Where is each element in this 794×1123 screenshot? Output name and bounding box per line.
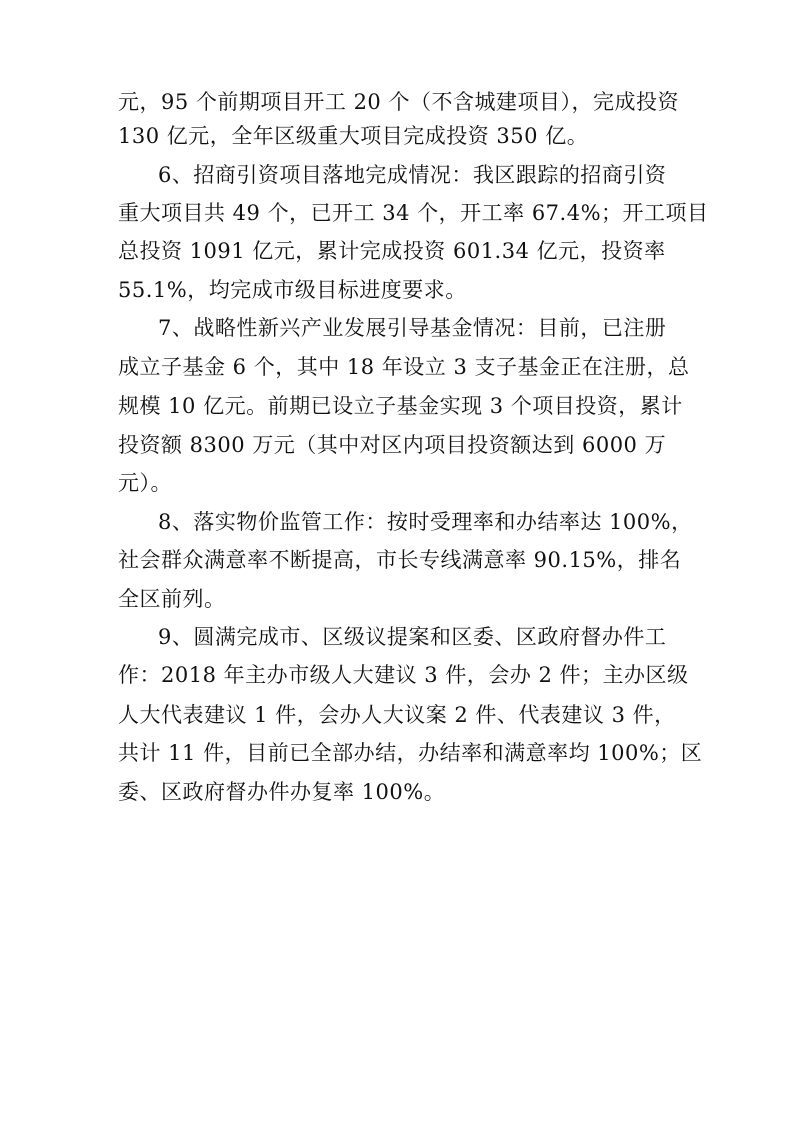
text-line: 投资额 8300 万元（其中对区内项目投资额达到 6000 万 bbox=[118, 433, 667, 457]
text-line: 社会群众满意率不断提高，市长专线满意率 90.15%，排名 bbox=[118, 548, 682, 572]
text-line: 元）。 bbox=[118, 471, 172, 495]
item-9-heading-line: 9、圆满完成市、区级议提案和区委、区政府督办件工 bbox=[158, 625, 667, 649]
text-line: 全区前列。 bbox=[118, 587, 226, 611]
item-8-heading-line: 8、落实物价监管工作：按时受理率和办结率达 100%， bbox=[158, 510, 693, 534]
text-line: 55.1%，均完成市级目标进度要求。 bbox=[118, 278, 467, 302]
text-line: 成立子基金 6 个，其中 18 年设立 3 支子基金正在注册，总 bbox=[118, 355, 690, 379]
text-line: 元，95 个前期项目开工 20 个（不含城建项目），完成投资 bbox=[118, 90, 679, 114]
text-line: 作：2018 年主办市级人大建议 3 件，会办 2 件；主办区级 bbox=[118, 663, 689, 687]
text-line: 重大项目共 49 个，已开工 34 个，开工率 67.4%；开工项目 bbox=[118, 201, 709, 225]
text-line: 总投资 1091 亿元，累计完成投资 601.34 亿元，投资率 bbox=[118, 239, 666, 263]
text-line: 130 亿元，全年区级重大项目完成投资 350 亿。 bbox=[118, 124, 589, 148]
item-7-heading-line: 7、战略性新兴产业发展引导基金情况：目前，已注册 bbox=[158, 316, 667, 340]
text-line: 共计 11 件，目前已全部办结，办结率和满意率均 100%；区 bbox=[118, 741, 703, 765]
text-line: 规模 10 亿元。前期已设立子基金实现 3 个项目投资，累计 bbox=[118, 394, 683, 418]
text-line: 人大代表建议 1 件，会办人大议案 2 件、代表建议 3 件， bbox=[118, 703, 676, 727]
item-6-heading-line: 6、招商引资项目落地完成情况：我区跟踪的招商引资 bbox=[158, 163, 667, 187]
text-line: 委、区政府督办件办复率 100%。 bbox=[118, 780, 446, 804]
